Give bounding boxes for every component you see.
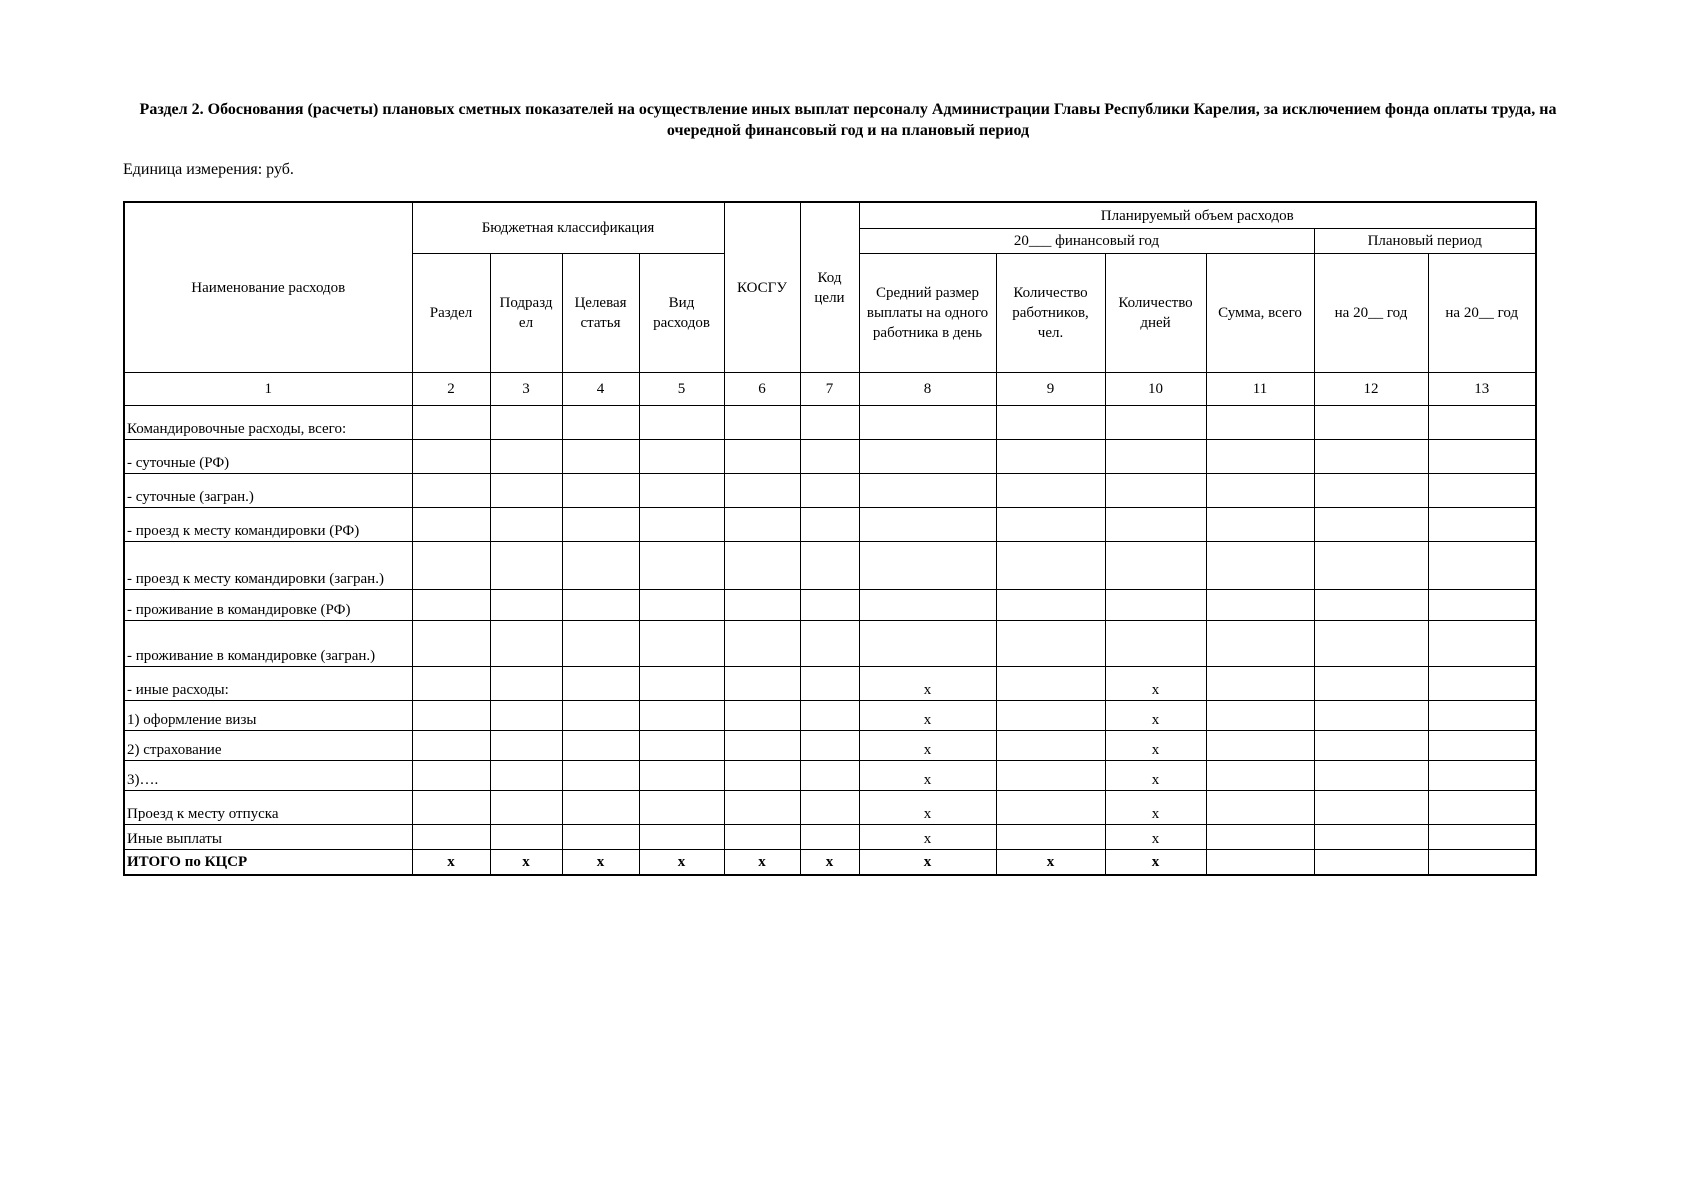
column-number-row [124,373,1536,406]
table-cell [639,667,724,701]
table-cell [639,731,724,761]
table-cell [724,474,800,508]
table-row [124,440,1536,474]
table-cell [1428,761,1536,791]
table-cell [800,667,859,701]
table-cell [490,667,562,701]
row-name-cell: - проживание в командировке (загран.) [124,621,412,667]
table-cell [412,474,490,508]
table-cell: x [1105,761,1206,791]
table-cell [1428,621,1536,667]
column-number: 12 [1314,373,1428,406]
row-name-cell: - проезд к месту командировки (РФ) [124,508,412,542]
table-cell [1206,731,1314,761]
table-cell [1206,406,1314,440]
table-cell [1314,440,1428,474]
table-cell [639,508,724,542]
table-cell [724,667,800,701]
table-cell [1428,406,1536,440]
table-cell [996,590,1105,621]
table-row [124,701,1536,731]
table-cell [412,731,490,761]
table-cell [412,440,490,474]
table-cell [490,621,562,667]
table-cell [859,406,996,440]
table-cell [490,542,562,590]
table-cell [996,761,1105,791]
table-cell [412,406,490,440]
table-cell: x [859,761,996,791]
table-cell [859,508,996,542]
column-number: 13 [1428,373,1536,406]
row-name-cell: - проживание в командировке (РФ) [124,590,412,621]
table-cell [1105,542,1206,590]
table-cell [412,542,490,590]
table-cell [639,701,724,731]
table-cell: x [1105,731,1206,761]
column-number: 8 [859,373,996,406]
header-budget-classification: Бюджетная классификация [412,202,724,254]
table-cell: x [800,850,859,875]
row-name-cell: 3)…. [124,761,412,791]
table-cell [490,701,562,731]
table-cell [1206,791,1314,825]
table-cell: x [996,850,1105,875]
table-row [124,590,1536,621]
row-name-cell: - суточные (РФ) [124,440,412,474]
table-cell [1105,406,1206,440]
row-name-cell: - суточные (загран.) [124,474,412,508]
table-cell [639,825,724,850]
table-cell [859,474,996,508]
table-cell [1105,590,1206,621]
table-cell [724,701,800,731]
table-cell [562,406,639,440]
table-cell [1314,825,1428,850]
header-year-plus1: на 20__ год [1314,254,1428,373]
page-title: Раздел 2. Обоснования (расчеты) плановых сметных показателей на осуществление иных выплат персоналу Администрации Главы Республики Карелия, за исключением фонда оплаты труда, на очередной финансовый год и на плановый период [139,101,1557,139]
table-cell [1314,731,1428,761]
table-cell [412,791,490,825]
table-cell [562,667,639,701]
header-name: Наименование расходов [124,202,412,373]
table-cell [1206,761,1314,791]
table-cell [996,508,1105,542]
header-year-plus2: на 20__ год [1428,254,1536,373]
header-goal-code: Код цели [800,202,859,373]
table-cell: x [859,825,996,850]
table-cell [1314,667,1428,701]
row-name-cell: - иные расходы: [124,667,412,701]
table-cell [1206,474,1314,508]
table-cell [490,731,562,761]
table-cell [996,731,1105,761]
table-cell [1105,508,1206,542]
table-cell [724,542,800,590]
table-cell [800,474,859,508]
row-name-cell: 2) страхование [124,731,412,761]
table-cell [859,542,996,590]
table-cell [639,791,724,825]
table-row [124,825,1536,850]
table-cell [724,791,800,825]
header-avg-payment: Средний размер выплаты на одного работника в день [859,254,996,373]
table-cell [412,825,490,850]
table-cell [800,701,859,731]
table-row [124,761,1536,791]
header-days: Количество дней [1105,254,1206,373]
table-cell: x [859,791,996,825]
table-cell [1206,701,1314,731]
table-cell [1206,621,1314,667]
table-row [124,667,1536,701]
table-cell [996,474,1105,508]
unit-label: Единица измерения: руб. [123,161,294,178]
table-cell [724,440,800,474]
table-cell: x [859,731,996,761]
table-cell [639,440,724,474]
table-cell [724,508,800,542]
table-cell [859,440,996,474]
table-cell [490,440,562,474]
table-cell [724,406,800,440]
table-cell: x [859,701,996,731]
table-cell [562,701,639,731]
table-cell [639,621,724,667]
table-cell [1428,590,1536,621]
table-cell [412,621,490,667]
table-cell [412,667,490,701]
table-row [124,508,1536,542]
column-number: 2 [412,373,490,406]
table-cell [996,440,1105,474]
table-cell: x [1105,825,1206,850]
table-cell: x [1105,701,1206,731]
table-cell [490,474,562,508]
table-cell [800,590,859,621]
table-cell [1428,508,1536,542]
header-subsection: Подразд ел [490,254,562,373]
table-cell [562,731,639,761]
header-planning-period: Плановый период [1314,229,1536,254]
table-cell [724,825,800,850]
table-cell [1314,850,1428,875]
table-cell: x [1105,667,1206,701]
table-cell [1314,761,1428,791]
table-cell: x [859,850,996,875]
table-cell [639,406,724,440]
column-number: 7 [800,373,859,406]
table-cell [1105,621,1206,667]
total-row [124,850,1536,875]
table-cell [1314,701,1428,731]
table-cell [1206,590,1314,621]
column-number: 1 [124,373,412,406]
table-cell [724,621,800,667]
table-cell [639,474,724,508]
table-cell [1314,542,1428,590]
table-cell [800,621,859,667]
table-cell: x [490,850,562,875]
header-employees: Количество работников, чел. [996,254,1105,373]
row-name-cell: ИТОГО по КЦСР [124,850,412,875]
table-cell [639,761,724,791]
table-cell [490,791,562,825]
table-cell [996,406,1105,440]
row-name-cell: 1) оформление визы [124,701,412,731]
table-cell [1105,440,1206,474]
table-cell: x [562,850,639,875]
table-cell [1428,791,1536,825]
row-name-cell: Командировочные расходы, всего: [124,406,412,440]
table-cell [996,542,1105,590]
table-row [124,474,1536,508]
table-cell: x [859,667,996,701]
table-header [124,202,1536,373]
table-cell [996,621,1105,667]
header-expense-type: Вид расходов [639,254,724,373]
table-cell [996,825,1105,850]
table-cell [562,440,639,474]
table-cell [639,590,724,621]
table-cell [562,590,639,621]
table-cell [490,406,562,440]
table-cell [1428,542,1536,590]
table-cell [562,474,639,508]
row-name-cell: Проезд к месту отпуска [124,791,412,825]
column-number: 11 [1206,373,1314,406]
table-cell: x [412,850,490,875]
table-row [124,791,1536,825]
table-cell [1428,701,1536,731]
table-cell [1428,825,1536,850]
table-cell [1314,508,1428,542]
table-cell [859,590,996,621]
table-cell [490,508,562,542]
table-row [124,406,1536,440]
column-number: 10 [1105,373,1206,406]
column-number: 3 [490,373,562,406]
header-planned-volume: Планируемый объем расходов [859,202,1536,229]
table-cell [1206,542,1314,590]
table-cell [1428,667,1536,701]
table-cell [1314,791,1428,825]
table-cell [1428,474,1536,508]
table-row [124,542,1536,590]
header-target-article: Целевая статья [562,254,639,373]
table-cell [412,590,490,621]
table-body [124,373,1536,875]
column-number: 9 [996,373,1105,406]
column-number: 5 [639,373,724,406]
column-number: 4 [562,373,639,406]
table-cell [1206,508,1314,542]
header-kosgu: КОСГУ [724,202,800,373]
expense-table [123,201,1537,876]
table-cell: x [639,850,724,875]
header-sum-total: Сумма, всего [1206,254,1314,373]
table-row [124,731,1536,761]
table-cell [1206,850,1314,875]
table-cell [800,508,859,542]
table-cell [996,667,1105,701]
header-fiscal-year: 20___ финансовый год [859,229,1314,254]
table-cell [1206,440,1314,474]
table-cell [639,542,724,590]
row-name-cell: - проезд к месту командировки (загран.) [124,542,412,590]
table-cell [800,825,859,850]
table-cell [490,825,562,850]
table-cell [996,701,1105,731]
table-cell [1314,621,1428,667]
table-cell: x [1105,850,1206,875]
table-row [124,621,1536,667]
table-cell [490,761,562,791]
table-cell [1206,667,1314,701]
table-cell [800,791,859,825]
table-cell [859,621,996,667]
table-cell [1206,825,1314,850]
table-cell: x [1105,791,1206,825]
table-cell [996,791,1105,825]
table-cell [1314,590,1428,621]
table-cell [724,590,800,621]
table-cell [562,542,639,590]
table-cell [562,825,639,850]
table-cell [412,761,490,791]
row-name-cell: Иные выплаты [124,825,412,850]
header-section: Раздел [412,254,490,373]
table-cell [724,761,800,791]
table-cell [800,406,859,440]
table-cell [412,701,490,731]
table-cell [800,542,859,590]
table-cell [1105,474,1206,508]
table-cell [800,761,859,791]
table-cell [1428,731,1536,761]
table-cell [412,508,490,542]
table-cell [562,508,639,542]
table-cell [562,621,639,667]
table-cell [800,440,859,474]
table-cell [1314,474,1428,508]
table-cell [1314,406,1428,440]
table-cell [1428,850,1536,875]
table-cell [562,761,639,791]
table-cell [490,590,562,621]
table-cell [800,731,859,761]
column-number: 6 [724,373,800,406]
table-cell [562,791,639,825]
table-cell [724,731,800,761]
table-cell: x [724,850,800,875]
table-cell [1428,440,1536,474]
